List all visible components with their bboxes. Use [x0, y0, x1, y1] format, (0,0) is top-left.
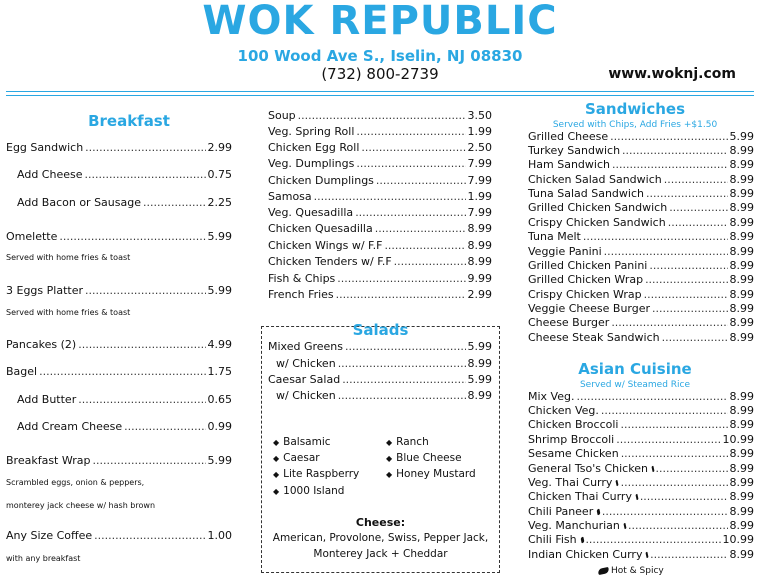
restaurant-website[interactable]: www.woknj.com [608, 66, 736, 82]
item-note: Served with home fries & toast [6, 253, 131, 262]
dressing-item: ◆ Blue Cheese [386, 452, 462, 464]
breakfast-heading: Breakfast [88, 112, 170, 130]
menu-item: Cheese Steak Sandwich ..... 8.99 [528, 331, 754, 345]
sandwiches-subtitle: Served with Chips, Add Fries +$1.50 [552, 120, 718, 130]
item-note: monterey jack cheese w/ hash brown [6, 501, 156, 510]
menu-item: Chicken Wings w/ F.F ..... 8.99 [268, 239, 492, 253]
menu-item: Veg. Dumplings ..... 7.99 [268, 157, 492, 171]
salads-heading: Salads [352, 321, 409, 339]
restaurant-title: WOK REPUBLIC [202, 0, 558, 44]
menu-item: Shrimp Broccoli ..... 10.99 [528, 433, 754, 447]
menu-item: Add Butter ..... 0.65 [17, 393, 232, 407]
chili-pepper-icon [597, 509, 601, 515]
item-note: with any breakfast [6, 554, 81, 563]
menu-item: Crispy Chicken Sandwich ..... 8.99 [528, 216, 754, 230]
cheese-options-line2: Monterey Jack + Cheddar [313, 548, 448, 560]
menu-item: French Fries ..... 2.99 [268, 288, 492, 302]
chili-pepper-icon [616, 480, 619, 486]
menu-item: Chicken Broccoli ..... 8.99 [528, 418, 754, 432]
menu-item: Ham Sandwich ..... 8.99 [528, 158, 754, 172]
menu-item: Veg. Spring Roll ..... 1.99 [268, 125, 492, 139]
menu-item: Sesame Chicken ..... 8.99 [528, 447, 754, 461]
asian-heading: Asian Cuisine [578, 360, 692, 378]
menu-item: Grilled Chicken Panini ..... 8.99 [528, 259, 754, 273]
dressing-item: ◆ Balsamic [273, 436, 331, 448]
menu-item: Cheese Burger ..... 8.99 [528, 316, 754, 330]
menu-item: Chicken Egg Roll ..... 2.50 [268, 141, 492, 155]
cheese-heading: Cheese: [355, 516, 406, 529]
menu-item: Tuna Melt ..... 8.99 [528, 230, 754, 244]
dressing-item: ◆ 1000 Island [273, 485, 345, 497]
menu-item: Bagel ..... 1.75 [6, 365, 232, 379]
chili-pepper-icon [597, 566, 609, 574]
menu-item: Chicken Salad Sandwich ..... 8.99 [528, 173, 754, 187]
dressing-item: ◆ Honey Mustard [386, 468, 476, 480]
menu-item: Breakfast Wrap ..... 5.99 [6, 454, 232, 468]
menu-item: w/ Chicken ..... 8.99 [276, 357, 492, 371]
menu-item: Veg. Thai Curry ..... 8.99 [528, 476, 754, 490]
menu-item: Samosa ..... 1.99 [268, 190, 492, 204]
menu-item: Mix Veg. ..... 8.99 [528, 390, 754, 404]
menu-item: Chili Fish ..... 10.99 [528, 533, 754, 547]
restaurant-address: 100 Wood Ave S., Iselin, NJ 08830 [237, 47, 523, 65]
menu-item: w/ Chicken ..... 8.99 [276, 389, 492, 403]
menu-item: Tuna Salad Sandwich ..... 8.99 [528, 187, 754, 201]
menu-item: Veggie Panini ..... 8.99 [528, 245, 754, 259]
spicy-legend: Hot & Spicy [598, 566, 664, 576]
menu-item: Chicken Quesadilla ..... 8.99 [268, 222, 492, 236]
menu-item: Crispy Chicken Wrap ..... 8.99 [528, 288, 754, 302]
header-divider-thin [6, 95, 754, 96]
menu-item: Add Cheese ..... 0.75 [17, 168, 232, 182]
restaurant-phone: (732) 800-2739 [321, 65, 439, 83]
menu-item: Turkey Sandwich ..... 8.99 [528, 144, 754, 158]
chili-pepper-icon [651, 466, 654, 472]
menu-item: Chili Paneer ..... 8.99 [528, 505, 754, 519]
menu-item: Mixed Greens ..... 5.99 [268, 340, 492, 354]
asian-subtitle: Served w/ Steamed Rice [579, 380, 691, 390]
menu-item: Indian Chicken Curry ..... 8.99 [528, 548, 754, 562]
dressing-item: ◆ Lite Raspberry [273, 468, 360, 480]
item-note: Served with home fries & toast [6, 308, 131, 317]
menu-item: Add Bacon or Sausage ..... 2.25 [17, 196, 232, 210]
menu-item: Grilled Chicken Sandwich ..... 8.99 [528, 201, 754, 215]
sandwiches-heading: Sandwiches [584, 100, 685, 118]
menu-item: Caesar Salad ..... 5.99 [268, 373, 492, 387]
menu-item: Veg. Quesadilla ..... 7.99 [268, 206, 492, 220]
menu-item: Chicken Dumplings ..... 7.99 [268, 174, 492, 188]
chili-pepper-icon [646, 552, 649, 558]
menu-item: Grilled Cheese ..... 5.99 [528, 130, 754, 144]
menu-item: Fish & Chips ..... 9.99 [268, 272, 492, 286]
menu-item: Egg Sandwich ..... 2.99 [6, 141, 232, 155]
menu-item: Omelette ..... 5.99 [6, 230, 232, 244]
menu-item: General Tso's Chicken ..... 8.99 [528, 462, 754, 476]
dressing-item: ◆ Ranch [386, 436, 429, 448]
menu-item: Pancakes (2) ..... 4.99 [6, 338, 232, 352]
chili-pepper-icon [580, 537, 584, 543]
chili-pepper-icon [623, 523, 626, 529]
menu-item: Chicken Veg. ..... 8.99 [528, 404, 754, 418]
menu-item: Veg. Manchurian ..... 8.99 [528, 519, 754, 533]
menu-item: Chicken Thai Curry ..... 8.99 [528, 490, 754, 504]
item-note: Scrambled eggs, onion & peppers, [6, 478, 145, 487]
dressing-item: ◆ Caesar [273, 452, 320, 464]
menu-item: Veggie Cheese Burger ..... 8.99 [528, 302, 754, 316]
header-divider [6, 91, 754, 92]
menu-item: Chicken Tenders w/ F.F ..... 8.99 [268, 255, 492, 269]
cheese-options-line1: American, Provolone, Swiss, Pepper Jack, [272, 532, 489, 544]
menu-item: Grilled Chicken Wrap ..... 8.99 [528, 273, 754, 287]
menu-item: Any Size Coffee ..... 1.00 [6, 529, 232, 543]
menu-item: Soup ..... 3.50 [268, 109, 492, 123]
menu-item: Add Cream Cheese ..... 0.99 [17, 420, 232, 434]
chili-pepper-icon [635, 494, 638, 500]
menu-item: 3 Eggs Platter ..... 5.99 [6, 284, 232, 298]
